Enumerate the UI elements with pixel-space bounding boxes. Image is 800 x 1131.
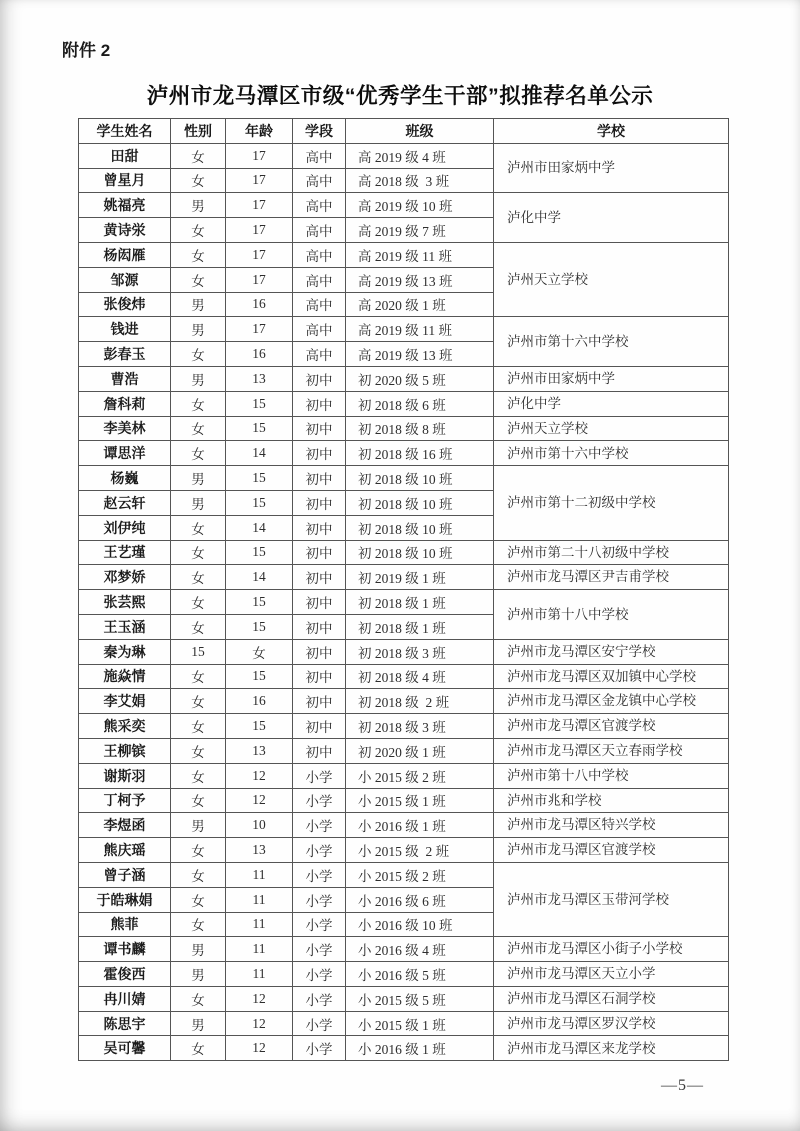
cell-school: 泸州市第十八中学校 — [494, 590, 729, 640]
cell-name: 曾子涵 — [79, 862, 171, 887]
cell-age: 11 — [226, 962, 293, 987]
cell-age: 17 — [226, 267, 293, 292]
cell-stage: 初中 — [293, 466, 346, 491]
cell-name: 谢斯羽 — [79, 763, 171, 788]
cell-age: 17 — [226, 193, 293, 218]
column-header-gender: 性别 — [171, 119, 226, 144]
cell-class: 小 2015 级 5 班 — [346, 986, 494, 1011]
cell-school: 泸州市龙马潭区天立春雨学校 — [494, 738, 729, 763]
cell-gender: 女 — [171, 986, 226, 1011]
cell-school: 泸州市龙马潭区特兴学校 — [494, 813, 729, 838]
cell-school: 泸州市第十八中学校 — [494, 763, 729, 788]
cell-gender: 女 — [171, 714, 226, 739]
cell-gender: 女 — [171, 441, 226, 466]
cell-age: 15 — [226, 540, 293, 565]
cell-age: 17 — [226, 218, 293, 243]
cell-gender: 女 — [171, 862, 226, 887]
cell-stage: 初中 — [293, 515, 346, 540]
cell-name: 曾星月 — [79, 168, 171, 193]
table-row — [79, 143, 729, 168]
cell-stage: 小学 — [293, 937, 346, 962]
cell-gender: 女 — [171, 887, 226, 912]
cell-name: 刘伊纯 — [79, 515, 171, 540]
cell-class: 初 2018 级 10 班 — [346, 515, 494, 540]
cell-stage: 小学 — [293, 813, 346, 838]
table-row — [79, 1036, 729, 1061]
cell-age: 15 — [226, 590, 293, 615]
cell-gender: 男 — [171, 292, 226, 317]
cell-age: 11 — [226, 862, 293, 887]
cell-name: 陈思宇 — [79, 1011, 171, 1036]
table-row — [79, 714, 729, 739]
cell-stage: 小学 — [293, 862, 346, 887]
cell-school: 泸州市龙马潭区罗汉学校 — [494, 1011, 729, 1036]
cell-age: 15 — [226, 614, 293, 639]
cell-name: 王玉涵 — [79, 614, 171, 639]
cell-gender: 男 — [171, 366, 226, 391]
cell-age: 13 — [226, 838, 293, 863]
table-row — [79, 590, 729, 615]
cell-name: 姚福亮 — [79, 193, 171, 218]
cell-gender: 女 — [171, 242, 226, 267]
cell-stage: 初中 — [293, 614, 346, 639]
cell-name: 谭思洋 — [79, 441, 171, 466]
page-number: —5— — [661, 1077, 704, 1094]
table-row — [79, 540, 729, 565]
cell-stage: 高中 — [293, 218, 346, 243]
cell-age: 16 — [226, 689, 293, 714]
cell-age: 12 — [226, 1036, 293, 1061]
cell-age: 12 — [226, 986, 293, 1011]
cell-name: 赵云轩 — [79, 490, 171, 515]
cell-age: 15 — [226, 416, 293, 441]
cell-stage: 初中 — [293, 738, 346, 763]
cell-age: 12 — [226, 1011, 293, 1036]
cell-age: 女 — [226, 639, 293, 664]
cell-gender: 女 — [171, 565, 226, 590]
cell-age: 14 — [226, 565, 293, 590]
table-header-row — [79, 119, 729, 144]
cell-name: 曹浩 — [79, 366, 171, 391]
cell-age: 14 — [226, 441, 293, 466]
cell-school: 泸州市兆和学校 — [494, 788, 729, 813]
cell-gender: 男 — [171, 813, 226, 838]
cell-class: 初 2018 级 10 班 — [346, 490, 494, 515]
cell-stage: 初中 — [293, 689, 346, 714]
cell-stage: 小学 — [293, 1036, 346, 1061]
cell-school: 泸州市龙马潭区官渡学校 — [494, 714, 729, 739]
cell-name: 邹源 — [79, 267, 171, 292]
cell-age: 11 — [226, 887, 293, 912]
cell-school: 泸州市第十六中学校 — [494, 317, 729, 367]
column-header-age: 年龄 — [226, 119, 293, 144]
student-table — [78, 118, 729, 1061]
cell-school: 泸州市龙马潭区安宁学校 — [494, 639, 729, 664]
table-row — [79, 317, 729, 342]
cell-stage: 高中 — [293, 267, 346, 292]
cell-name: 冉川婧 — [79, 986, 171, 1011]
cell-class: 小 2015 级 2 班 — [346, 838, 494, 863]
cell-stage: 初中 — [293, 366, 346, 391]
cell-stage: 初中 — [293, 416, 346, 441]
table-row — [79, 738, 729, 763]
cell-name: 吴可馨 — [79, 1036, 171, 1061]
cell-stage: 高中 — [293, 143, 346, 168]
table-row — [79, 862, 729, 887]
cell-stage: 初中 — [293, 664, 346, 689]
cell-stage: 小学 — [293, 1011, 346, 1036]
cell-gender: 男 — [171, 317, 226, 342]
cell-school: 泸化中学 — [494, 193, 729, 243]
cell-class: 高 2019 级 10 班 — [346, 193, 494, 218]
cell-class: 高 2019 级 11 班 — [346, 242, 494, 267]
table-row — [79, 565, 729, 590]
cell-gender: 女 — [171, 540, 226, 565]
cell-stage: 小学 — [293, 912, 346, 937]
cell-gender: 男 — [171, 962, 226, 987]
cell-name: 熊菲 — [79, 912, 171, 937]
table-row — [79, 1011, 729, 1036]
table-row — [79, 416, 729, 441]
cell-name: 王柳镔 — [79, 738, 171, 763]
cell-stage: 高中 — [293, 193, 346, 218]
cell-name: 李美林 — [79, 416, 171, 441]
cell-gender: 男 — [171, 937, 226, 962]
cell-stage: 初中 — [293, 639, 346, 664]
cell-class: 高 2019 级 11 班 — [346, 317, 494, 342]
table-row — [79, 366, 729, 391]
table-row — [79, 986, 729, 1011]
cell-name: 谭书麟 — [79, 937, 171, 962]
cell-class: 初 2018 级 3 班 — [346, 639, 494, 664]
cell-stage: 小学 — [293, 788, 346, 813]
cell-class: 初 2020 级 5 班 — [346, 366, 494, 391]
table-row — [79, 242, 729, 267]
cell-class: 初 2019 级 1 班 — [346, 565, 494, 590]
table-row — [79, 689, 729, 714]
cell-age: 14 — [226, 515, 293, 540]
cell-gender: 男 — [171, 490, 226, 515]
column-header-school: 学校 — [494, 119, 729, 144]
cell-name: 邓梦娇 — [79, 565, 171, 590]
cell-name: 田甜 — [79, 143, 171, 168]
cell-class: 初 2018 级 16 班 — [346, 441, 494, 466]
cell-stage: 高中 — [293, 317, 346, 342]
cell-gender: 女 — [171, 391, 226, 416]
cell-age: 13 — [226, 366, 293, 391]
cell-gender: 女 — [171, 143, 226, 168]
cell-class: 高 2018 级 3 班 — [346, 168, 494, 193]
cell-gender: 女 — [171, 515, 226, 540]
cell-stage: 初中 — [293, 540, 346, 565]
cell-name: 黄诗泶 — [79, 218, 171, 243]
cell-name: 秦为琳 — [79, 639, 171, 664]
cell-age: 16 — [226, 292, 293, 317]
cell-class: 初 2018 级 1 班 — [346, 614, 494, 639]
cell-school: 泸州市田家炳中学 — [494, 143, 729, 193]
cell-gender: 女 — [171, 590, 226, 615]
cell-stage: 小学 — [293, 763, 346, 788]
cell-age: 17 — [226, 143, 293, 168]
cell-stage: 初中 — [293, 391, 346, 416]
document-title: 泸州市龙马潭区市级“优秀学生干部”拟推荐名单公示 — [146, 84, 654, 108]
column-header-name: 学生姓名 — [79, 119, 171, 144]
cell-class: 小 2015 级 2 班 — [346, 763, 494, 788]
cell-gender: 女 — [171, 1036, 226, 1061]
cell-age: 11 — [226, 912, 293, 937]
cell-class: 小 2016 级 6 班 — [346, 887, 494, 912]
cell-school: 泸州市第十六中学校 — [494, 441, 729, 466]
cell-stage: 高中 — [293, 168, 346, 193]
cell-class: 初 2018 级 3 班 — [346, 714, 494, 739]
cell-class: 高 2019 级 13 班 — [346, 342, 494, 367]
cell-class: 高 2019 级 4 班 — [346, 143, 494, 168]
table-row — [79, 664, 729, 689]
cell-class: 初 2018 级 2 班 — [346, 689, 494, 714]
cell-name: 丁柯予 — [79, 788, 171, 813]
table-row — [79, 937, 729, 962]
cell-gender: 女 — [171, 416, 226, 441]
cell-age: 15 — [226, 664, 293, 689]
cell-name: 施焱情 — [79, 664, 171, 689]
cell-gender: 女 — [171, 738, 226, 763]
cell-gender: 女 — [171, 267, 226, 292]
cell-gender: 女 — [171, 168, 226, 193]
table-row — [79, 193, 729, 218]
cell-age: 11 — [226, 937, 293, 962]
cell-class: 小 2016 级 1 班 — [346, 1036, 494, 1061]
column-header-stage: 学段 — [293, 119, 346, 144]
cell-stage: 小学 — [293, 962, 346, 987]
cell-name: 于皓琳娟 — [79, 887, 171, 912]
cell-age: 12 — [226, 763, 293, 788]
cell-class: 小 2016 级 1 班 — [346, 813, 494, 838]
cell-name: 杨巍 — [79, 466, 171, 491]
cell-school: 泸州市龙马潭区尹吉甫学校 — [494, 565, 729, 590]
cell-gender: 女 — [171, 838, 226, 863]
table-row — [79, 813, 729, 838]
cell-class: 小 2015 级 1 班 — [346, 788, 494, 813]
attachment-label: 附件 2 — [62, 41, 111, 60]
cell-class: 初 2018 级 4 班 — [346, 664, 494, 689]
table-row — [79, 788, 729, 813]
cell-age: 17 — [226, 317, 293, 342]
cell-school: 泸州市龙马潭区来龙学校 — [494, 1036, 729, 1061]
cell-age: 16 — [226, 342, 293, 367]
cell-age: 17 — [226, 242, 293, 267]
cell-class: 小 2015 级 2 班 — [346, 862, 494, 887]
cell-name: 钱进 — [79, 317, 171, 342]
cell-school: 泸州市龙马潭区天立小学 — [494, 962, 729, 987]
cell-class: 小 2016 级 5 班 — [346, 962, 494, 987]
cell-gender: 女 — [171, 763, 226, 788]
cell-school: 泸州市田家炳中学 — [494, 366, 729, 391]
cell-age: 15 — [226, 466, 293, 491]
cell-school: 泸州天立学校 — [494, 416, 729, 441]
table-row — [79, 466, 729, 491]
table-row — [79, 391, 729, 416]
cell-class: 初 2018 级 1 班 — [346, 590, 494, 615]
cell-stage: 小学 — [293, 887, 346, 912]
cell-school: 泸州市第十二初级中学校 — [494, 466, 729, 540]
cell-school: 泸州市龙马潭区小街子小学校 — [494, 937, 729, 962]
cell-gender: 女 — [171, 788, 226, 813]
cell-school: 泸化中学 — [494, 391, 729, 416]
cell-school: 泸州市龙马潭区金龙镇中心学校 — [494, 689, 729, 714]
cell-name: 李煜函 — [79, 813, 171, 838]
cell-school: 泸州市龙马潭区双加镇中心学校 — [494, 664, 729, 689]
cell-gender: 女 — [171, 614, 226, 639]
column-header-class: 班级 — [346, 119, 494, 144]
cell-name: 张俊炜 — [79, 292, 171, 317]
cell-gender: 女 — [171, 664, 226, 689]
cell-class: 小 2016 级 10 班 — [346, 912, 494, 937]
cell-name: 詹科莉 — [79, 391, 171, 416]
cell-school: 泸州市龙马潭区石洞学校 — [494, 986, 729, 1011]
cell-age: 13 — [226, 738, 293, 763]
cell-school: 泸州天立学校 — [494, 242, 729, 316]
cell-gender: 女 — [171, 218, 226, 243]
cell-class: 小 2016 级 4 班 — [346, 937, 494, 962]
cell-school: 泸州市第二十八初级中学校 — [494, 540, 729, 565]
cell-gender: 男 — [171, 466, 226, 491]
cell-stage: 初中 — [293, 565, 346, 590]
cell-class: 初 2018 级 10 班 — [346, 540, 494, 565]
cell-name: 张芸熙 — [79, 590, 171, 615]
cell-stage: 小学 — [293, 838, 346, 863]
cell-class: 小 2015 级 1 班 — [346, 1011, 494, 1036]
cell-stage: 小学 — [293, 986, 346, 1011]
cell-stage: 高中 — [293, 242, 346, 267]
cell-name: 熊庆瑶 — [79, 838, 171, 863]
cell-age: 10 — [226, 813, 293, 838]
cell-gender: 女 — [171, 342, 226, 367]
cell-stage: 初中 — [293, 441, 346, 466]
cell-school: 泸州市龙马潭区玉带河学校 — [494, 862, 729, 936]
cell-gender: 15 — [171, 639, 226, 664]
cell-age: 17 — [226, 168, 293, 193]
cell-name: 熊采奕 — [79, 714, 171, 739]
cell-gender: 女 — [171, 689, 226, 714]
table-row — [79, 763, 729, 788]
cell-age: 15 — [226, 714, 293, 739]
cell-name: 霍俊西 — [79, 962, 171, 987]
table-row — [79, 838, 729, 863]
table-row — [79, 962, 729, 987]
table-row — [79, 441, 729, 466]
cell-age: 12 — [226, 788, 293, 813]
cell-stage: 初中 — [293, 714, 346, 739]
cell-name: 王艺瑾 — [79, 540, 171, 565]
cell-class: 初 2020 级 1 班 — [346, 738, 494, 763]
cell-class: 高 2019 级 13 班 — [346, 267, 494, 292]
cell-age: 15 — [226, 391, 293, 416]
cell-class: 初 2018 级 6 班 — [346, 391, 494, 416]
cell-stage: 初中 — [293, 590, 346, 615]
cell-gender: 男 — [171, 193, 226, 218]
cell-class: 高 2020 级 1 班 — [346, 292, 494, 317]
cell-stage: 高中 — [293, 292, 346, 317]
cell-gender: 女 — [171, 912, 226, 937]
table-row — [79, 639, 729, 664]
cell-name: 彭春玉 — [79, 342, 171, 367]
cell-gender: 男 — [171, 1011, 226, 1036]
cell-stage: 初中 — [293, 490, 346, 515]
cell-name: 杨闳雁 — [79, 242, 171, 267]
cell-class: 高 2019 级 7 班 — [346, 218, 494, 243]
cell-stage: 高中 — [293, 342, 346, 367]
cell-age: 15 — [226, 490, 293, 515]
cell-school: 泸州市龙马潭区官渡学校 — [494, 838, 729, 863]
cell-class: 初 2018 级 10 班 — [346, 466, 494, 491]
cell-class: 初 2018 级 8 班 — [346, 416, 494, 441]
cell-name: 李艾娟 — [79, 689, 171, 714]
